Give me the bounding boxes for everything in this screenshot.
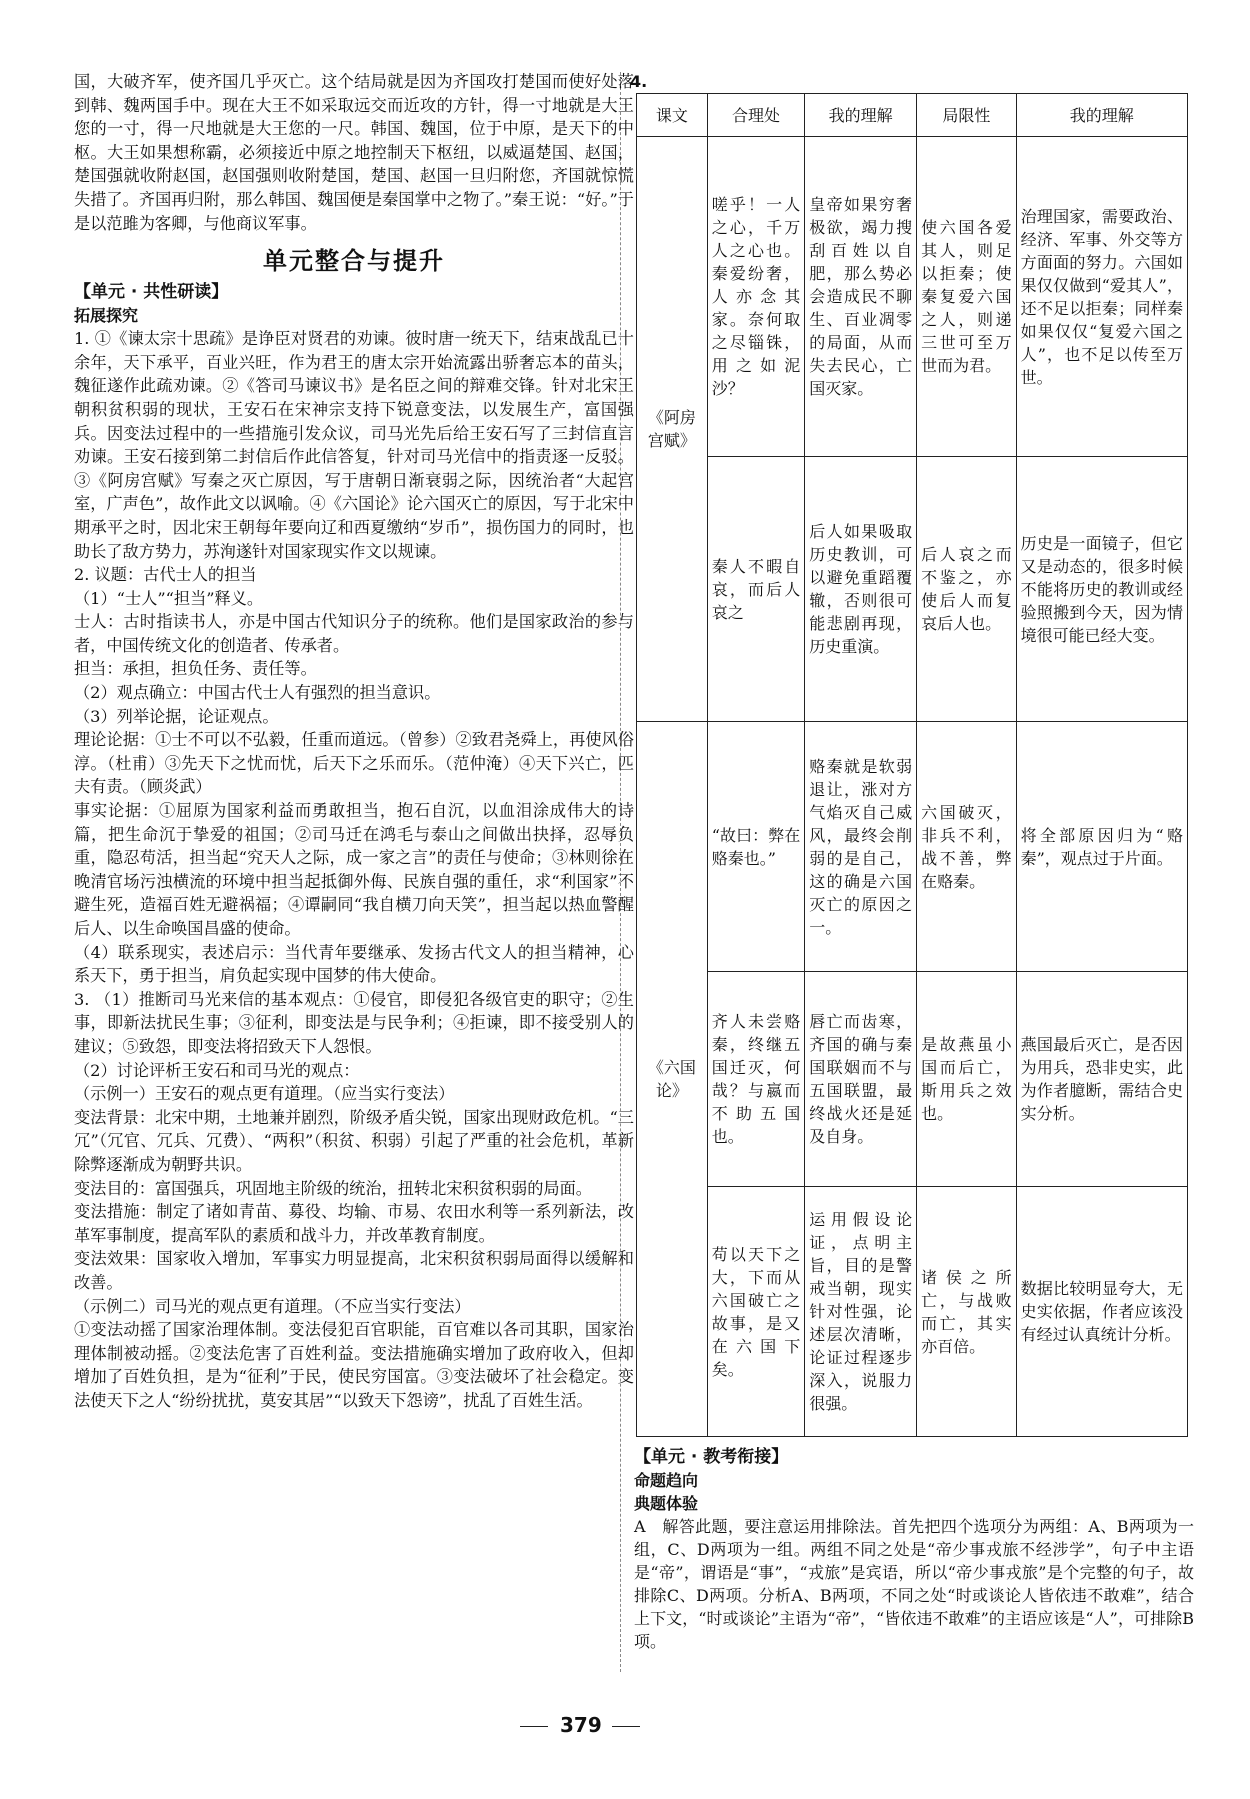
table-cell: 后人哀之而不鉴之，亦使后人而复哀后人也。: [917, 457, 1017, 722]
item-3-line: 变法背景：北宋中期，土地兼并剧烈，阶级矛盾尖锐，国家出现财政危机。“三冗”（冗官、冗兵、冗费）、“两积”（积贫、积弱）引起了严重的社会危机，革新除弊逐渐成为朝野共识。: [74, 1107, 634, 1174]
item-3-line: 3. （1）推断司马光来信的基本观点：①侵官，即侵犯各级官吏的职守；②生事，即新法扰民生事；③征利，即变法是与民争利；④拒谏，即不接受别人的建议；⑤致怨，即变法将招致天下人怨恨。: [74, 989, 634, 1056]
table-cell: 皇帝如果穷奢极欲，竭力搜刮百姓以自肥，那么势必会造成民不聊生、百业凋零的局面，从而失去民心，亡国灭家。: [805, 137, 917, 457]
comparison-table: [636, 93, 1188, 1437]
section-heading-common-study: 【单元 · 共性研读】: [74, 282, 229, 303]
header-cell: 局限性: [917, 94, 1017, 137]
table-row: [637, 457, 1188, 722]
table-cell: 后人如果吸取历史教训，可以避免重蹈覆辙，否则很可能悲剧再现，历史重演。: [805, 457, 917, 722]
table-cell: 秦人不暇自哀，而后人哀之: [707, 457, 804, 722]
item-2-line: （2）观点确立：中国古代士人有强烈的担当意识。: [74, 683, 441, 703]
item-2: [74, 563, 634, 988]
intro-paragraph: 国，大破齐军，使齐国几乎灭亡。这个结局就是因为齐国攻打楚国而使好处落到韩、魏两国手中。现在大王不如采取远交而近攻的方针，得一寸地就是大王您的一寸，得一尺地就是大王您的一尺。韩国、魏国，位于中原，是天下的中枢。大王如果想称霸，必须接近中原之地控制天下枢纽，以威逼楚国、赵国，楚国强就收附赵国，赵国强则收附楚国，楚国、赵国一旦归附您，齐国就惊慌失措了。齐国再归附，那么韩国、魏国便是秦国掌中之物了。”秦王说：“好。”于是以范雎为客卿，与他商议军事。: [74, 72, 634, 233]
item-1: 1. ①《谏太宗十思疏》是诤臣对贤君的劝谏。彼时唐一统天下，结束战乱已十余年，天下承平，百业兴旺，作为君王的唐太宗开始流露出骄奢忘本的苗头，魏征遂作此疏劝谏。②《答司马谏议书》是名臣之间的辩难交锋。针对北宋王朝积贫积弱的现状，王安石在宋神宗支持下锐意变法，以发展生产，富国强兵。因变法过程中的一些措施引发众议，司马光先后给王安石写了三封信直言劝谏。王安石接到第二封信后作此信答复，针对司马光信中的指责逐一反驳。③《阿房宫赋》写秦之灭亡原因，写于唐朝日渐衰弱之际，因统治者“大起宫室，广声色”，故作此文以讽喻。④《六国论》论六国灭亡的原因，写于北宋中期承平之时，因北宋王朝每年要向辽和西夏缴纳“岁币”，损伤国力的同时，也助长了敌方势力，苏洵遂针对国家现实作文以规谏。: [74, 329, 634, 561]
table-cell: 历史是一面镜子，但它又是动态的，很多时候不能将历史的教训或经验照搬到今天，因为情境很可能已经大变。: [1016, 457, 1187, 722]
table-row: [637, 972, 1188, 1187]
table-cell: 数据比较明显夸大，无史实依据，作者应该没有经过认真统计分析。: [1016, 1187, 1187, 1437]
table-row: [637, 137, 1188, 457]
table-cell: 赂秦就是软弱退让，涨对方气焰灭自己威风，最终会削弱的是自己，这的确是六国灭亡的原因之一。: [805, 722, 917, 972]
header-cell: 合理处: [707, 94, 804, 137]
table-row: [637, 722, 1188, 972]
table-cell: 治理国家，需要政治、经济、军事、外交等方方面面的努力。六国如果仅仅做到“爱其人”，还不足以拒秦；同样秦如果仅仅“复爱六国之人”，也不足以传至万世。: [1016, 137, 1187, 457]
item-3-line: （示例二）司马光的观点更有道理。（不应当实行变法）: [74, 1296, 471, 1316]
item-3: [74, 988, 634, 1413]
table-cell: 齐人未尝赂秦，终继五国迁灭，何哉？与嬴而不助五国也。: [707, 972, 804, 1187]
footer-dash-right: [612, 1726, 640, 1727]
page-number: 379: [560, 1713, 602, 1737]
item-3-line: （2）讨论评析王安石和司马光的观点：: [74, 1060, 360, 1080]
right-column: [630, 70, 1194, 1653]
table-cell: “故曰：弊在赂秦也。”: [707, 722, 804, 972]
header-cell: 课文: [637, 94, 708, 137]
table-cell: 是故燕虽小国而后亡，斯用兵之效也。: [917, 972, 1017, 1187]
table-cell: 诸侯之所亡，与战败而亡，其实亦百倍。: [917, 1187, 1017, 1437]
item-2-line: 担当：承担，担负任务、责任等。: [74, 659, 317, 679]
item-2-line: 事实论据：①屈原为国家利益而勇敢担当，抱石自沉，以血泪涂成伟大的诗篇，把生命沉于挚爱的祖国；②司马迁在鸿毛与泰山之间做出抉择，忍辱负重，隐忍苟活，担当起“究天人之际，成一家之言”的责任与使命；③林则徐在晚清官场污浊横流的环境中担当起抵御外侮、民族自强的重任，求“利国家”不避生死，造福百姓无避祸福；④谭嗣同“我自横刀向天笑”，担当起以热血警醒后人、以生命唤国昌盛的使命。: [74, 801, 634, 938]
item-2-line: 2. 议题：古代士人的担当: [74, 565, 257, 585]
left-column: [74, 70, 634, 1412]
table-cell: 燕国最后灭亡，是否因为用兵，恐非史实，此为作者臆断，需结合史实分析。: [1016, 972, 1187, 1187]
item-3-line: 变法效果：国家收入增加，军事实力明显提高，北宋积贫积弱局面得以缓解和改善。: [74, 1249, 634, 1292]
item-3-line: 变法目的：富国强兵，巩固地主阶级的统治，扭转北宋积贫积弱的局面。: [74, 1178, 592, 1198]
text-title-cell: 《六国论》: [637, 722, 708, 1437]
header-cell: 我的理解: [1016, 94, 1187, 137]
section-heading-teaching-exam: 【单元 · 教考衔接】: [634, 1447, 789, 1467]
answer-paragraph: A 解答此题，要注意运用排除法。首先把四个选项分为两组：A、B两项为一组，C、D两项为一组。两组不同之处是“帝少事戎旅不经涉学”，句子中主语是“帝”，谓语是“事”，“戎旅”是宾语，所以“帝少事戎旅”是个完整的句子，故排除C、D两项。分析A、B两项，不同之处“时或谈论人皆依违不敢难”，结合上下文，“时或谈论”主语为“帝”，“皆依违不敢难”的主语应该是“人”，可排除B项。: [634, 1517, 1194, 1651]
subheading-example: 典题体验: [634, 1494, 699, 1513]
table-cell: 苟以天下之大，下而从六国破亡之故事，是又在六国下矣。: [707, 1187, 804, 1437]
item-3-line: （示例一）王安石的观点更有道理。（应当实行变法）: [74, 1084, 455, 1104]
table-cell: 运用假设论证，点明主旨，目的是警戒当朝，现实针对性强，论述层次清晰，论证过程逐步深入，说服力很强。: [805, 1187, 917, 1437]
subheading-trend: 命题趋向: [634, 1471, 699, 1490]
header-cell: 我的理解: [805, 94, 917, 137]
table-row: [637, 1187, 1188, 1437]
unit-title: 单元整合与提升: [263, 247, 445, 276]
item-2-line: （4）联系现实，表述启示：当代青年要继承、发扬古代文人的担当精神，心系天下，勇于担当，肩负起实现中国梦的伟大使命。: [74, 942, 634, 986]
item-2-line: （1）“士人”“担当”释义。: [74, 588, 264, 608]
table-cell: 使六国各爱其人，则足以拒秦；使秦复爱六国之人，则递三世可至万世而为君。: [917, 137, 1017, 457]
table-cell: 将全部原因归为“赂秦”，观点过于片面。: [1016, 722, 1187, 972]
item-2-line: （3）列举论据，论证观点。: [74, 706, 279, 726]
table-cell: 唇亡而齿寒，齐国的确与秦国联姻而不与五国联盟，最终战火还是延及自身。: [805, 972, 917, 1187]
text-title-cell: 《阿房宫赋》: [637, 137, 708, 722]
table-header-row: [637, 94, 1188, 137]
table-cell: 嗟乎！一人之心，千万人之心也。秦爱纷奢，人亦念其家。奈何取之尽锱铢，用之如泥沙？: [707, 137, 804, 457]
item-3-line: ①变法动摇了国家治理体制。变法侵犯百官职能，百官难以各司其职，国家治理体制被动摇。②变法危害了百姓利益。变法措施确实增加了政府收入，但却增加了百姓负担，是为“征利”于民，使民穷国富。③变法破坏了社会稳定。变法使天下之人“纷纷扰扰，莫安其居”“以致天下怨谤”，扰乱了百姓生活。: [74, 1320, 634, 1410]
table-cell: 六国破灭，非兵不利，战不善，弊在赂秦。: [917, 722, 1017, 972]
item-2-line: 士人：古时指读书人，亦是中国古代知识分子的统称。他们是国家政治的参与者，中国传统文化的创造者、传承者。: [74, 612, 634, 655]
item-2-line: 理论论据：①士不可以不弘毅，任重而道远。（曾参）②致君尧舜上，再使风俗淳。（杜甫）③先天下之忧而忧，后天下之乐而乐。（范仲淹）④天下兴亡，匹夫有责。（顾炎武）: [74, 730, 634, 797]
item-3-line: 变法措施：制定了诸如青苗、募役、均输、市易、农田水利等一系列新法，改革军事制度，提高军队的素质和战斗力，并改革教育制度。: [74, 1202, 634, 1245]
footer-dash-left: [520, 1726, 548, 1727]
subheading-extended-inquiry: 拓展探究: [74, 306, 139, 326]
item-4-label: 4.: [630, 72, 648, 91]
